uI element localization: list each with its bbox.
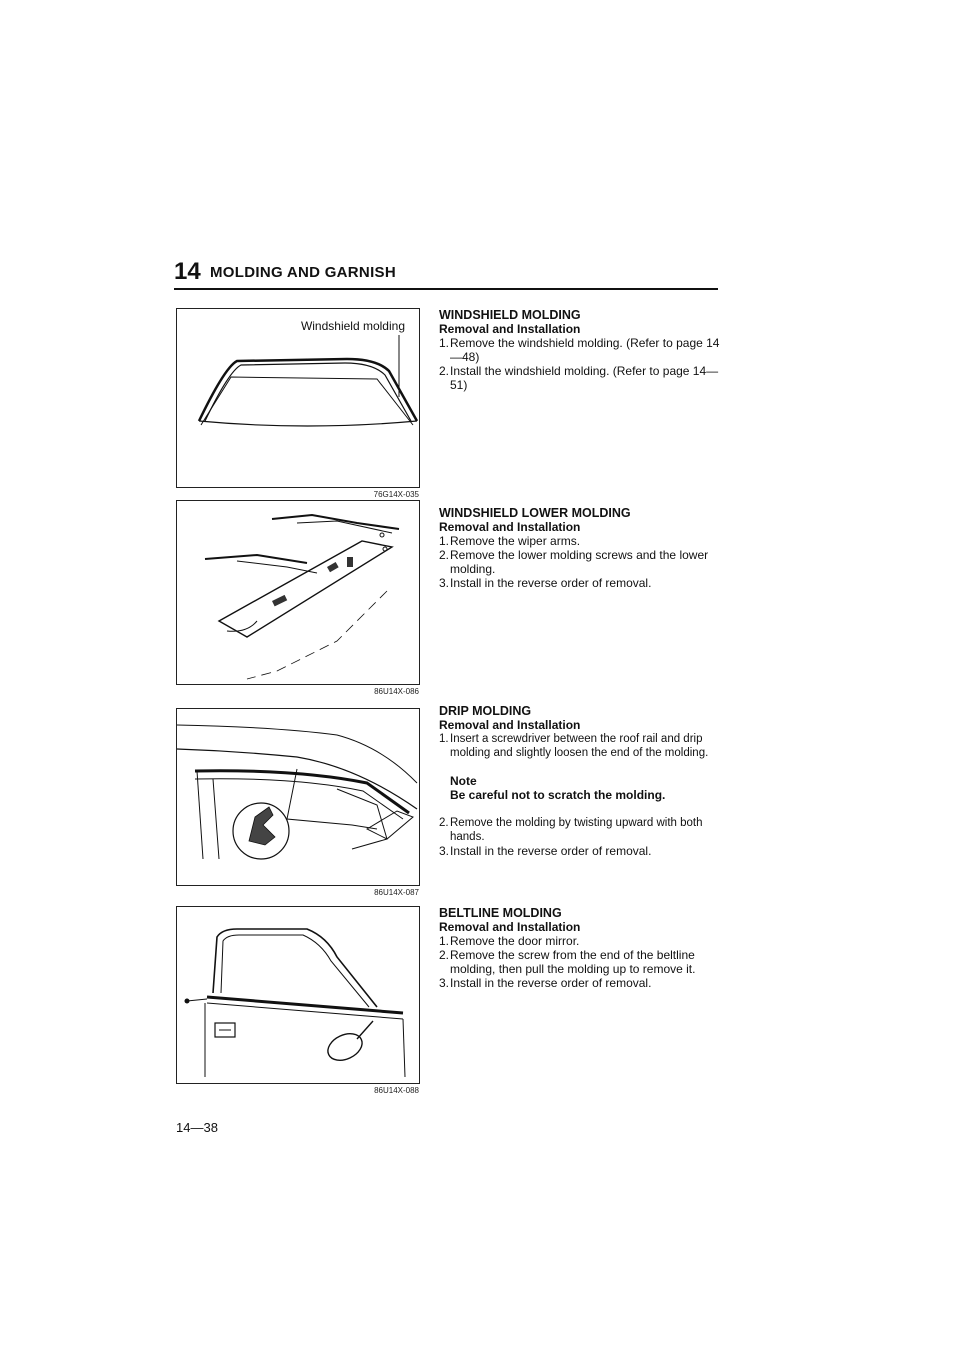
figure-code: 86U14X-087 <box>374 888 419 897</box>
section-windshield-molding <box>439 308 721 392</box>
section-title: DRIP MOLDING <box>439 704 532 718</box>
step-text: Remove the lower molding screws and the lower molding. <box>450 548 709 576</box>
section-windshield-lower-molding <box>439 506 721 590</box>
step <box>439 934 721 948</box>
step-text: Insert a screwdriver between the roof rail and drip molding and slightly loosen the end of the molding. <box>450 733 709 759</box>
section-title: BELTLINE MOLDING <box>439 906 562 920</box>
step-number: 3. <box>439 976 450 990</box>
section-subtitle: Removal and Installation <box>439 322 581 336</box>
step-text: Remove the screw from the end of the beltline molding, then pull the molding up to remove it. <box>450 948 696 976</box>
section-drip-molding <box>439 704 721 858</box>
beltline-molding-illustration <box>177 907 419 1083</box>
note-label: Note <box>450 774 477 788</box>
step-number: 1. <box>439 733 449 745</box>
step-text: Install in the reverse order of removal. <box>450 576 652 590</box>
section-subtitle: Removal and Installation <box>439 520 581 534</box>
step <box>439 576 721 590</box>
step <box>439 844 721 858</box>
step-text: Remove the door mirror. <box>450 934 580 948</box>
figure-windshield-lower-molding <box>176 500 420 696</box>
step <box>439 816 721 844</box>
step <box>439 548 721 576</box>
step-text: Install in the reverse order of removal. <box>450 976 652 990</box>
step-text: Remove the windshield molding. (Refer to page 14—48) <box>450 336 720 364</box>
section-subtitle: Removal and Installation <box>439 718 581 732</box>
figure-windshield-molding <box>176 308 420 499</box>
step-number: 3. <box>439 576 450 590</box>
chapter-title: MOLDING AND GARNISH <box>210 264 396 281</box>
figure-drip-molding <box>176 708 420 897</box>
step <box>439 732 721 760</box>
step <box>439 976 721 990</box>
step <box>439 534 721 548</box>
step-text: Install in the reverse order of removal. <box>450 844 652 858</box>
step-number: 2. <box>439 364 450 378</box>
section-beltline-molding <box>439 906 721 990</box>
step-number: 1. <box>439 534 450 548</box>
section-title: WINDSHIELD LOWER MOLDING <box>439 506 631 520</box>
page-number: 14—38 <box>176 1120 218 1135</box>
step <box>439 336 721 364</box>
step-number: 1. <box>439 934 450 948</box>
step-text: Install the windshield molding. (Refer to page 14—51) <box>450 364 719 392</box>
step-number: 2. <box>439 948 450 962</box>
windshield-molding-label: Windshield molding <box>300 319 405 333</box>
step <box>439 948 721 976</box>
section-title: WINDSHIELD MOLDING <box>439 308 581 322</box>
figure-code: 86U14X-086 <box>374 687 419 696</box>
section-subtitle: Removal and Installation <box>439 920 581 934</box>
step-number: 3. <box>439 844 450 858</box>
note <box>450 774 721 802</box>
lower-molding-illustration <box>177 501 419 684</box>
page-header <box>174 258 718 290</box>
figure-code: 86U14X-088 <box>374 1086 419 1095</box>
step-text: Remove the wiper arms. <box>450 534 581 548</box>
step-number: 1. <box>439 336 450 350</box>
note-text: Be careful not to scratch the molding. <box>450 788 666 802</box>
step <box>439 364 721 392</box>
figure-beltline-molding <box>176 906 420 1095</box>
step-number: 2. <box>439 548 450 562</box>
drip-molding-illustration <box>177 709 419 885</box>
chapter-number: 14 <box>174 258 201 285</box>
figure-code: 76G14X-035 <box>373 490 419 499</box>
step-text: Remove the molding by twisting upward with both hands. <box>450 817 703 843</box>
windshield-illustration <box>177 309 419 487</box>
step-number: 2. <box>439 817 449 829</box>
